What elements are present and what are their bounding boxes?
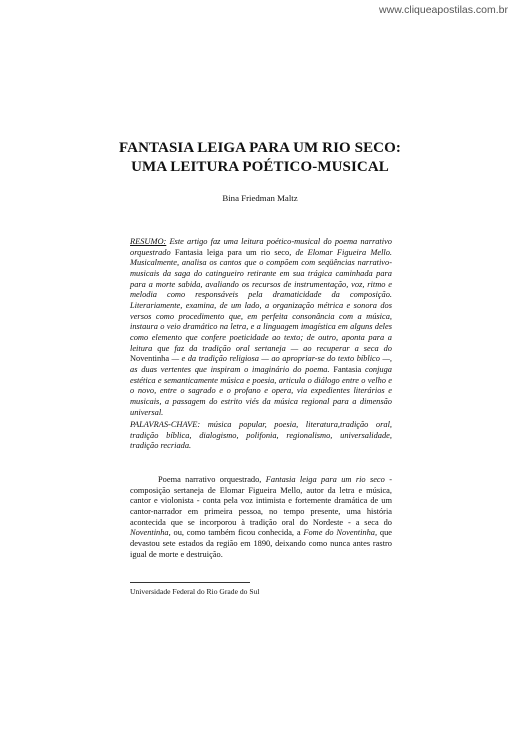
title-line-2: UMA LEITURA POÉTICO-MUSICAL — [131, 159, 389, 175]
body-text-3: ou, como também ficou conhecida, a — [170, 528, 304, 538]
footnote: Universidade Federal do Rio Grade do Sul — [130, 587, 260, 596]
body-text-2: - composição sertaneja de Elomar Figueira Mello, autor da letra e música, cantor e violonista - conta pela voz intimista e fortemente dramática de um cantor-narrador em primeira pessoa, no tempo presente, uma história acontecida que se incorporou à tradição oral do Nordeste - a seca do — [130, 475, 392, 527]
paper-title — [0, 139, 520, 177]
abstract — [130, 237, 392, 418]
body-paragraph — [130, 475, 392, 560]
abstract-noventinha: Noventinha — [130, 354, 170, 364]
footnote-divider — [130, 582, 250, 583]
body-text-4: que devastou sete estados da região em 1890, deixando como nunca antes rastro igual de morte e destruição. — [130, 528, 392, 559]
body-text-1: Poema narrativo orquestrado, — [158, 475, 266, 484]
abstract-fantasia: Fantasia — [333, 364, 362, 374]
abstract-text-2: de Elomar Figueira Mello. Musicalmente, analisa os cantos que o compõem com seqüências narrativo-musicais da saga do catingueiro retirante em sua trágica caminhada para para a morte sabida, avaliando os recursos de instrumentação, voz, ritmo e melodia como responsáveis pela dramaticidade da composição. Literariamente, examina, de um lado, a organização métrica e sonora dos versos como procedimento que, em perfeita consonância com a música, instaura o veio dramático na letra, e a linguagem imagística em alguns deles como elemento que confere poeticidade ao texto; de outro, aponta para a leitura que faz da tradição oral sertaneja — ao recuperar a seca do — [130, 247, 393, 353]
keywords: PALAVRAS-CHAVE: música popular, poesia, literatura,tradição oral, tradição bíblica, dialogismo, polifonia, regionalismo, universalidade, tradição recriada. — [130, 420, 392, 451]
abstract-work-title: Fantasia leiga para um rio seco, — [174, 247, 292, 257]
author-name: Bina Friedman Maltz — [222, 193, 298, 203]
body-fome-title: Fome do Noventinha, — [303, 528, 378, 538]
abstract-text-3: — e da tradição religiosa — ao apropriar-se do texto bíblico —, as duas vertentes que inspiram o imaginário do poema. — [130, 354, 392, 374]
abstract-text-4: conjuga estética e semanticamente música e poesia, articula o diálogo entre o velho e o novo, entre o sagrado e o profano e opera, via expedientes literários e musicais, a passagem do estrito viés da música regional para a dimensão universal. — [130, 364, 392, 417]
title-line-1: FANTASIA LEIGA PARA UM RIO SECO: — [119, 140, 401, 156]
watermark-url[interactable]: www.cliqueapostilas.com.br — [379, 4, 508, 16]
abstract-text-1: Este artigo faz uma leitura poético-musical do poema narrativo orquestrado — [130, 237, 392, 257]
body-noventinha: Noventinha, — [130, 528, 171, 538]
abstract-label: RESUMO: — [130, 237, 167, 246]
body-work-title: Fantasia leiga para um rio seco — [265, 475, 385, 484]
